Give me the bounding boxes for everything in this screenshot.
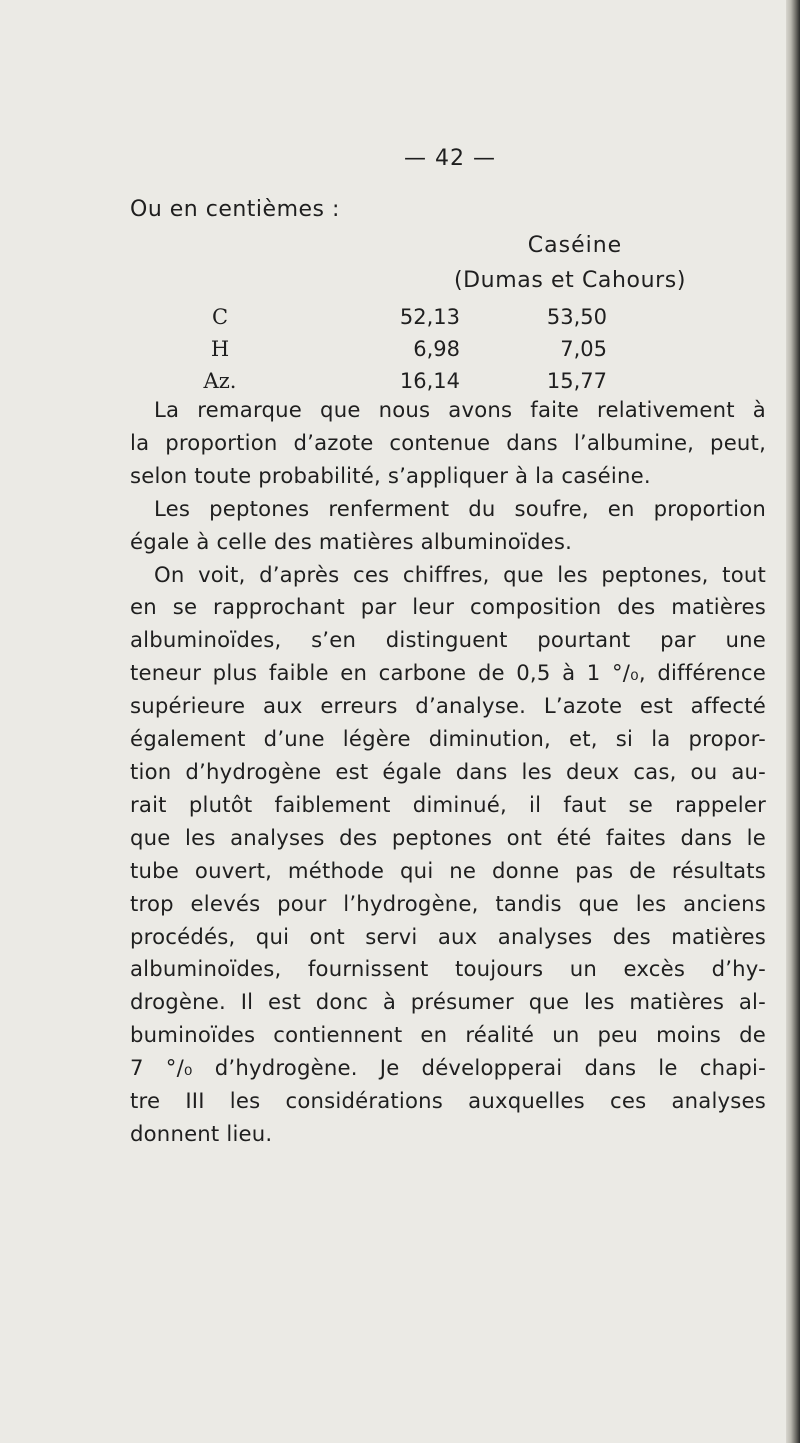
table-row <box>0 305 800 335</box>
text-line: trop elevés pour l’hydrogène, tandis que les anciens <box>130 890 766 916</box>
text-line: albuminoïdes, fournissent toujours un excès d’hy- <box>130 956 766 982</box>
text-line: La remarque que nous avons faite relativement à <box>154 397 766 422</box>
table-column-subtitle: (Dumas et Cahours) <box>453 268 687 293</box>
page-number: — 42 — <box>404 146 496 171</box>
text-line: tre III les considérations auxquelles ces analyses <box>130 1088 766 1114</box>
text-line: rait plutôt faiblement diminué, il faut se rappeler <box>130 791 766 817</box>
text-line: albuminoïdes, s’en distinguent pourtant par une <box>130 627 766 653</box>
text-line: buminoïdes contiennent en réalité un peu moins de <box>130 1022 766 1048</box>
text-line: On voit, d’après ces chiffres, que les peptones, tout <box>154 561 766 587</box>
element-symbol: H <box>210 337 230 361</box>
caseine-value: 7,05 <box>560 337 607 361</box>
text-line: supérieure aux erreurs d’analyse. L’azote est affecté <box>130 693 766 719</box>
text-line: Les peptones renferment du soufre, en proportion <box>154 495 766 521</box>
text-line: procédés, qui ont servi aux analyses des matières <box>130 923 766 949</box>
text-line: tion d’hydrogène est égale dans les deux cas, ou au- <box>130 758 766 784</box>
element-symbol: C <box>211 305 229 329</box>
section-heading: Ou en centièmes : <box>130 197 340 222</box>
table-column-title: Caséine <box>527 233 623 258</box>
text-line: égale à celle des matières albuminoïdes. <box>130 528 573 554</box>
caseine-value: 53,50 <box>546 305 607 329</box>
body-text <box>130 394 766 1151</box>
page-edge-shadow <box>786 0 800 1443</box>
text-line: également d’une légère diminution, et, si la propor- <box>130 726 766 752</box>
text-line: que les analyses des peptones ont été faites dans le <box>130 824 766 850</box>
text-line: selon toute probabilité, s’appliquer à la caséine. <box>130 462 651 488</box>
peptone-value: 6,98 <box>413 337 460 361</box>
text-line: 7 °/₀ d’hydrogène. Je développerai dans le chapi- <box>130 1055 766 1081</box>
peptone-value: 52,13 <box>399 305 460 329</box>
peptone-value: 16,14 <box>399 369 460 393</box>
table-row <box>0 337 800 367</box>
element-symbol: Az. <box>203 369 237 393</box>
caseine-value: 15,77 <box>546 369 607 393</box>
text-line: teneur plus faible en carbone de 0,5 à 1 °/₀, différence <box>130 660 766 686</box>
text-line: donnent lieu. <box>130 1120 273 1146</box>
text-line: en se rapprochant par leur composition des matières <box>130 594 766 620</box>
text-line: drogène. Il est donc à présumer que les matières al- <box>130 989 766 1015</box>
text-line: la proportion d’azote contenue dans l’albumine, peut, <box>130 429 766 455</box>
text-line: tube ouvert, méthode qui ne donne pas de résultats <box>130 857 766 883</box>
